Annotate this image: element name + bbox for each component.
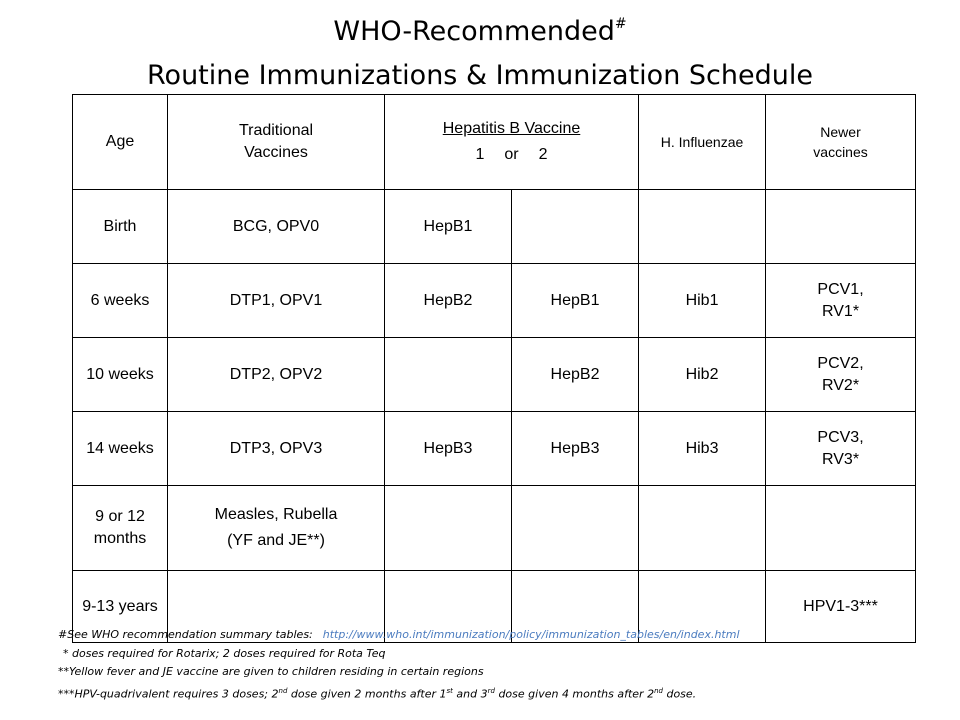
table-row [73, 338, 916, 412]
cell-hib [639, 486, 766, 571]
header-newer-vaccines: Newer vaccines [766, 95, 916, 190]
who-tables-link[interactable]: http://www.who.int/immunization/policy/immunization_tables/en/index.html [322, 628, 740, 641]
cell-traditional: DTP2, OPV2 [168, 338, 385, 412]
page-title [0, 2, 960, 98]
cell-hib: Hib2 [639, 338, 766, 412]
header-traditional-vaccines: Traditional Vaccines [168, 95, 385, 190]
cell-traditional: BCG, OPV0 [168, 190, 385, 264]
header-hepatitis-b-vaccine [385, 95, 639, 190]
cell-hepb-2: HepB2 [512, 338, 639, 412]
hepb-choice: 1 or 2 [475, 146, 548, 163]
cell-hib: Hib3 [639, 412, 766, 486]
title-line-1: WHO-Recommended# [333, 16, 627, 47]
title-footnote-mark: # [614, 16, 627, 32]
cell-hepb-2 [512, 486, 639, 571]
cell-newer [766, 486, 916, 571]
table-row [73, 486, 916, 571]
cell-hepb-1: HepB3 [385, 412, 512, 486]
header-h-influenzae: H. Influenzae [639, 95, 766, 190]
cell-age: 9-13 years [73, 571, 168, 643]
cell-newer: PCV1, RV1* [766, 264, 916, 338]
cell-age: 14 weeks [73, 412, 168, 486]
table-row [73, 190, 916, 264]
cell-hepb-1 [385, 486, 512, 571]
table-row [73, 412, 916, 486]
footnotes [58, 626, 938, 704]
cell-newer: PCV3, RV3* [766, 412, 916, 486]
cell-traditional: DTP3, OPV3 [168, 412, 385, 486]
cell-hib [639, 190, 766, 264]
cell-newer: PCV2, RV2* [766, 338, 916, 412]
table-header-row [73, 95, 916, 190]
cell-hepb-1: HepB2 [385, 264, 512, 338]
footnote-rotavirus: * doses required for Rotarix; 2 doses required for Rota Teq [63, 646, 386, 660]
cell-hepb-2: HepB3 [512, 412, 639, 486]
footnote-who-tables: #See WHO recommendation summary tables: http://www.who.int/immunization/policy/immunization_tables/en/index.html [58, 628, 740, 641]
table-row [73, 264, 916, 338]
cell-hepb-2 [512, 190, 639, 264]
cell-age: 6 weeks [73, 264, 168, 338]
cell-newer: HPV1-3*** [766, 571, 916, 643]
footnote-yf-je: **Yellow fever and JE vaccine are given to children residing in certain regions [58, 665, 484, 678]
cell-newer [766, 190, 916, 264]
cell-age: 10 weeks [73, 338, 168, 412]
immunization-schedule-table [72, 94, 916, 643]
cell-hepb-2: HepB1 [512, 264, 639, 338]
hepb-label: Hepatitis B Vaccine [442, 120, 581, 137]
footnote-hpv: ***HPV-quadrivalent requires 3 doses; 2nd dose given 2 months after 1st and 3rd dose given 4 months after 2nd dose. [58, 686, 697, 701]
title-line-2: Routine Immunizations & Immunization Schedule [147, 60, 813, 91]
cell-traditional: Measles, Rubella (YF and JE**) [168, 486, 385, 571]
header-age: Age [73, 95, 168, 190]
cell-age: Birth [73, 190, 168, 264]
cell-traditional: DTP1, OPV1 [168, 264, 385, 338]
cell-hepb-1: HepB1 [385, 190, 512, 264]
cell-hepb-1 [385, 338, 512, 412]
cell-age: 9 or 12 months [73, 486, 168, 571]
cell-hib: Hib1 [639, 264, 766, 338]
